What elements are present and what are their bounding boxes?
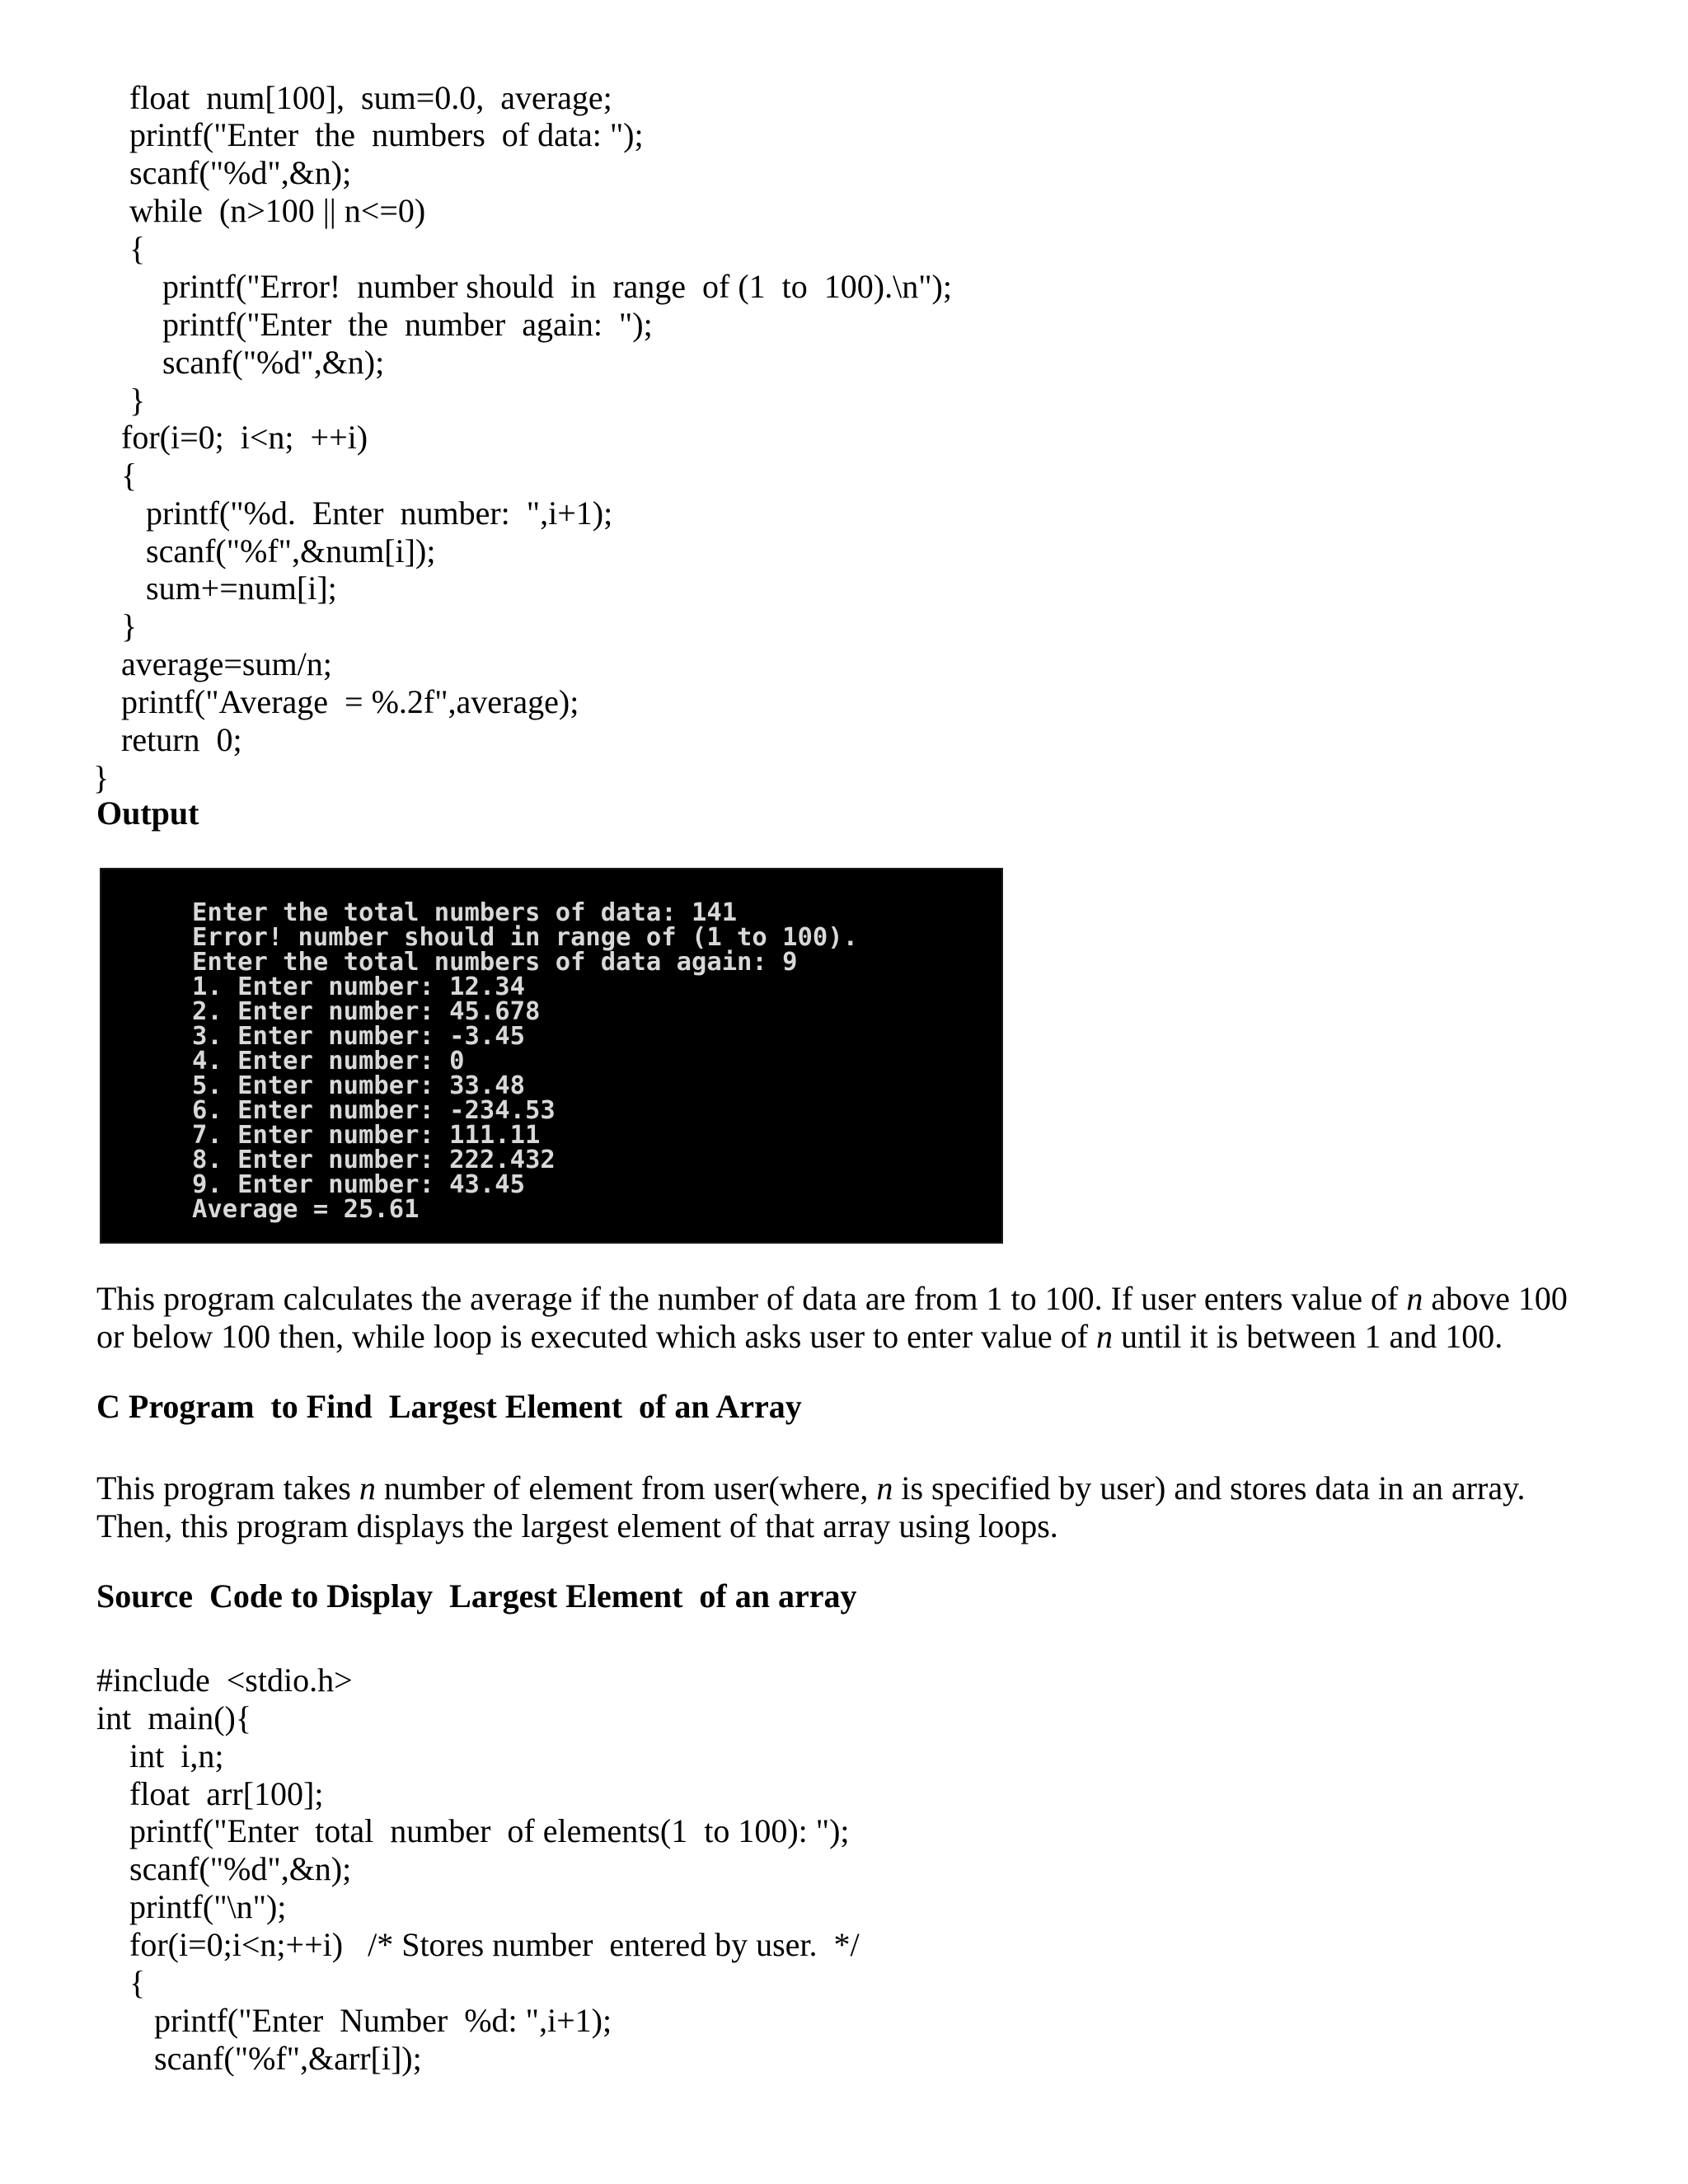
console-line: 6. Enter number: -234.53 [192,1096,556,1125]
console-line: 5. Enter number: 33.48 [192,1071,525,1100]
code-line: return 0; [121,721,242,758]
code-line: scanf("%d",&n); [129,1850,352,1887]
text-span: until it is between 1 and 100. [1113,1318,1503,1355]
variable-n: n [1406,1280,1423,1317]
console-line: 7. Enter number: 111.11 [192,1121,541,1150]
code-line: printf("Enter the numbers of data: "); [129,116,644,153]
console-output-screenshot [100,868,1003,1244]
section-heading-source-code: Source Code to Display Largest Element of an array [96,1577,857,1615]
code-line: int i,n; [129,1737,224,1774]
console-line: Enter the total numbers of data: 141 [192,898,738,927]
code-line: } [121,607,138,644]
variable-n: n [876,1469,893,1507]
code-line: printf("Average = %.2f",average); [121,683,579,720]
code-line: for(i=0; i<n; ++i) [121,419,368,456]
code-line: scanf("%d",&n); [162,344,385,381]
console-text [192,898,858,1224]
code-line: average=sum/n; [121,645,332,682]
console-line: Average = 25.61 [192,1195,420,1224]
variable-n: n [359,1469,376,1507]
code-line: sum+=num[i]; [146,569,337,607]
code-line: for(i=0;i<n;++i) /* Stores number entered by user. */ [129,1926,860,1963]
console-line: 2. Enter number: 45.678 [192,997,541,1026]
output-heading: Output [96,794,199,832]
code-line: { [121,457,138,494]
code-line: printf("Error! number should in range of (1 to 100).\n"); [162,268,952,305]
code-line: { [129,230,146,267]
code-line: printf("%d. Enter number: ",i+1); [146,494,613,532]
console-line: 9. Enter number: 43.45 [192,1170,525,1199]
code-line: } [93,759,110,796]
code-line: while (n>100 || n<=0) [129,192,426,229]
code-line: float num[100], sum=0.0, average; [129,79,612,116]
average-explanation-paragraph [96,1280,1568,1356]
paragraph-line [96,1280,1568,1318]
code-line: printf("\n"); [129,1888,287,1925]
text-span: or below 100 then, while loop is executed which asks user to enter value of [96,1318,1097,1355]
console-line: 3. Enter number: -3.45 [192,1022,525,1051]
largest-element-description [96,1469,1564,1545]
code-line: scanf("%f",&arr[i]); [154,2040,422,2077]
code-line: #include <stdio.h> [96,1661,353,1699]
code-line: scanf("%d",&n); [129,154,352,191]
paragraph-line: Then, this program displays the largest element of that array using loops. [96,1507,1058,1544]
section-heading-largest-element: C Program to Find Largest Element of an Array [96,1388,802,1425]
code-line: scanf("%f",&num[i]); [146,532,436,569]
code-line: printf("Enter total number of elements(1 to 100): "); [129,1812,850,1849]
code-line: printf("Enter Number %d: ",i+1); [154,2002,612,2039]
console-line: Enter the total numbers of data again: 9 [192,948,798,977]
code-line: { [129,1964,146,2001]
text-span: number of element from user(where, [375,1469,877,1507]
paragraph-line [96,1318,1564,1356]
paragraph-line [96,1469,1564,1507]
code-line: } [129,382,146,419]
variable-n: n [1096,1318,1114,1355]
console-line: Error! number should in range of (1 to 100). [192,923,858,952]
code-line: float arr[100]; [129,1775,324,1812]
console-line: 8. Enter number: 222.432 [192,1146,556,1174]
code-line: int main(){ [96,1699,252,1736]
text-span: This program takes [96,1469,359,1507]
console-line: 1. Enter number: 12.34 [192,972,525,1001]
text-span: is specified by user) and stores data in an array. [893,1469,1526,1507]
text-span: This program calculates the average if the number of data are from 1 to 100. If user enters value of [96,1280,1407,1317]
text-span: above 100 [1423,1280,1568,1317]
console-line: 4. Enter number: 0 [192,1047,465,1076]
code-line: printf("Enter the number again: "); [162,306,653,343]
